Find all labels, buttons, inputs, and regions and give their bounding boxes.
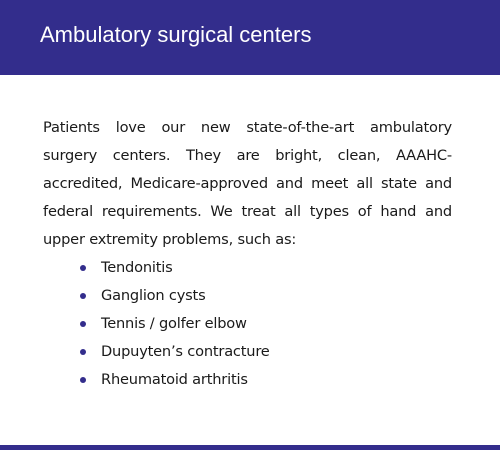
- intro-paragraph: Patients love our new state-of-the-art ambulatory surgery centers. They are bright, clean, AAAHC-accredited, Medicare-approved and meet all state and federal requirements. We treat all types of hand and upper extremity problems, such as:: [43, 119, 452, 248]
- list-item-label: Rheumatoid arthritis: [101, 371, 248, 388]
- list-item-ganglion-cysts: [101, 282, 452, 310]
- list-item-label: Ganglion cysts: [101, 287, 206, 304]
- main-content: [43, 114, 452, 394]
- list-item-label: Dupuyten’s contracture: [101, 343, 270, 360]
- page-title: Ambulatory surgical centers: [40, 22, 312, 47]
- bullet-icon: [80, 377, 86, 383]
- list-item-tennis-golfer-elbow: [101, 310, 452, 338]
- list-item-label: Tennis / golfer elbow: [101, 315, 247, 332]
- footer-bar: [0, 445, 500, 450]
- bullet-icon: [80, 265, 86, 271]
- header-banner: [0, 0, 500, 75]
- list-item-tendonitis: [101, 254, 452, 282]
- bullet-icon: [80, 349, 86, 355]
- list-item-dupuytens-contracture: [101, 338, 452, 366]
- conditions-list: [43, 254, 452, 394]
- list-item-rheumatoid-arthritis: [101, 366, 452, 394]
- list-item-label: Tendonitis: [101, 259, 173, 276]
- bullet-icon: [80, 321, 86, 327]
- bullet-icon: [80, 293, 86, 299]
